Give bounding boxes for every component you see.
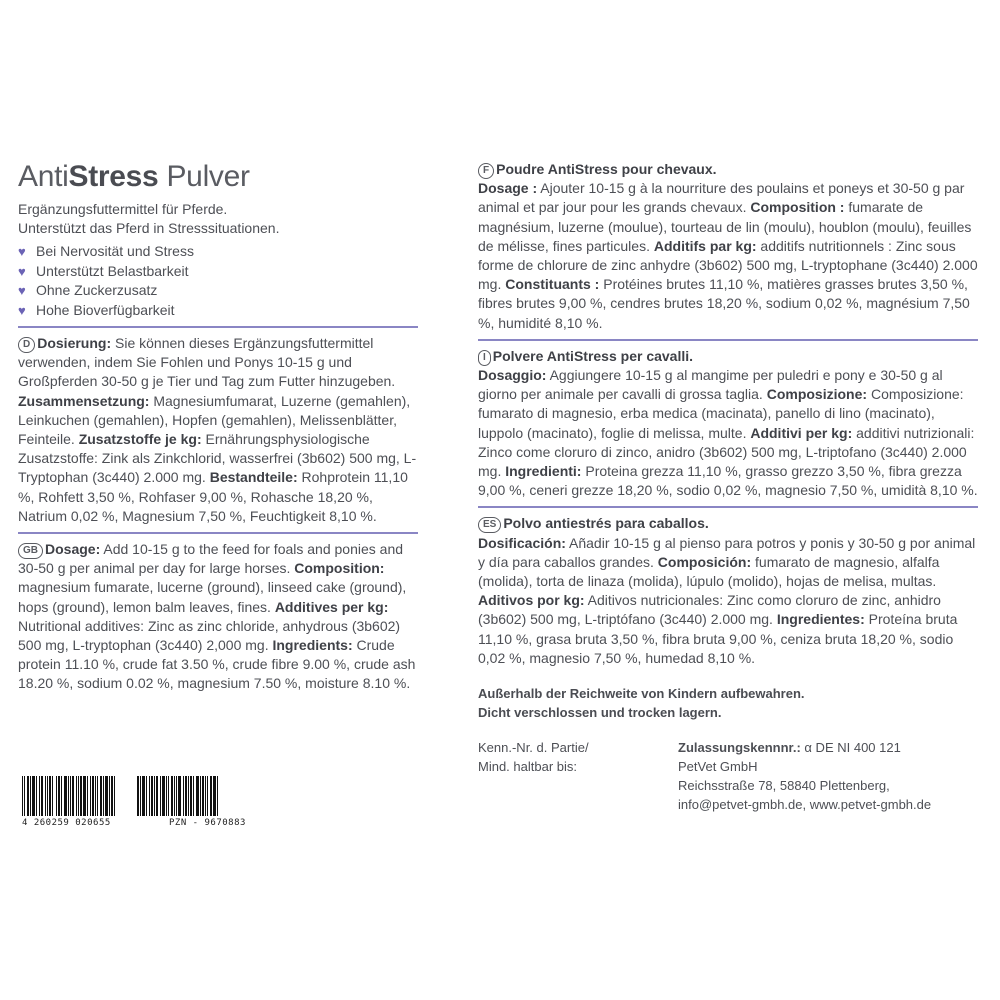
fr-label-2: Composition : xyxy=(750,199,845,216)
benefit-item xyxy=(18,262,418,282)
pzn-barcode-bars xyxy=(137,776,246,816)
benefit-item xyxy=(18,242,418,262)
it-text-3: additivi nutrizionali: Zinco come cloruro di zinco, anidro (3b602) 500 mg, L-triptofano (3c440) 2.000 mg. xyxy=(478,424,975,480)
subtitle-line-1: Ergänzungsfuttermittel für Pferde. xyxy=(18,201,228,217)
it-text-1: Aggiungere 10-15 g al mangime per puledri e pony e 30-50 g al giorno per animale per cavalli di grossa taglia. xyxy=(478,367,943,403)
it-label-4: Ingredienti: xyxy=(505,463,582,480)
batch-label: Kenn.-Nr. d. Partie/ xyxy=(478,740,589,756)
heart-icon: ♥ xyxy=(18,302,26,318)
warning-line-1: Außerhalb der Reichweite von Kindern aufbewahren. xyxy=(478,686,805,702)
company-info xyxy=(678,738,978,814)
es-heading: Polvo antiestrés para caballos. xyxy=(503,515,709,532)
barcode-bar xyxy=(114,776,115,816)
right-column xyxy=(478,160,978,814)
it-label-2: Composizione: xyxy=(766,386,868,403)
benefit-text: Unterstützt Belastbarkeit xyxy=(36,262,189,279)
es-label-4: Ingredientes: xyxy=(776,611,865,628)
fr-label-4: Constituants : xyxy=(505,276,600,293)
best-before-label: Mind. haltbar bis: xyxy=(478,759,577,775)
divider xyxy=(18,326,418,328)
language-badge-de: D xyxy=(18,337,35,353)
approval-number xyxy=(678,738,978,757)
es-text-2: fumarato de magnesio, alfalfa (molida), torta de linaza (molida), lúpulo (molido), hojas de melisa, multas. xyxy=(478,553,940,590)
it-heading: Polvere AntiStress per cavalli. xyxy=(492,347,694,364)
benefit-item xyxy=(18,281,418,301)
fr-text-4: Protéines brutes 11,10 %, matières grasses brutes 3,50 %, fibres brutes 9,00 %, cendres brutes 18,20 %, sodium 0,02 %, magnésium 7,50 %, humidité 8,10 %. xyxy=(478,276,970,331)
subtitle-line-2: Unterstützt das Pferd in Stresssituationen. xyxy=(18,220,280,236)
ean-barcode-bars xyxy=(22,776,115,816)
divider xyxy=(18,532,418,534)
barcode-area xyxy=(22,776,246,828)
approval-value: α DE NI 400 121 xyxy=(800,740,901,756)
pzn-barcode xyxy=(137,776,246,828)
de-text-1: Sie können dieses Ergänzungsfuttermittel verwenden, indem Sie Fohlen und Ponys 10-15 g und Großpferden 30-50 g je Tier und Tag zum Futter hinzugeben. xyxy=(18,335,396,390)
language-badge-fr: F xyxy=(478,163,494,179)
de-text-2: Magnesiumfumarat, Luzerne (gemahlen), Leinkuchen (gemahlen), Hopfen (gemahlen), Melissenblätter, Feinteile. xyxy=(18,392,411,448)
title-bold: Stress xyxy=(68,160,159,193)
es-label-3: Aditivos por kg: xyxy=(478,592,585,609)
company-contact: info@petvet-gmbh.de, www.petvet-gmbh.de xyxy=(678,797,932,813)
benefit-list xyxy=(18,242,418,320)
batch-info xyxy=(478,738,678,814)
approval-label: Zulassungskennnr.: xyxy=(678,740,801,756)
footer xyxy=(478,738,978,814)
gb-text-4: Crude protein 11.10 %, crude fat 3.50 %, crude fibre 9.00 %, crude ash 18.20 %, sodium 0.02 %, magnesium 7.50 %, moisture 8.10 %. xyxy=(18,637,416,692)
left-column xyxy=(18,160,418,694)
language-badge-it: I xyxy=(478,350,491,366)
es-text-3: Aditivos nutricionales: Zinc como cloruro de zinc, anhidro (3b602) 500 mg, L-triptófano (3c440) 2.000 mg. xyxy=(478,592,941,628)
de-label-3: Zusatzstoffe je kg: xyxy=(78,431,202,448)
language-badge-gb: GB xyxy=(18,543,43,559)
title-tail: Pulver xyxy=(158,160,250,193)
warning-line-2: Dicht verschlossen und trocken lagern. xyxy=(478,705,722,721)
de-label-2: Zusammensetzung: xyxy=(18,392,150,409)
heart-icon: ♥ xyxy=(18,283,26,298)
es-label-2: Composición: xyxy=(657,553,752,570)
it-label-3: Additivi per kg: xyxy=(750,424,853,441)
fr-text-1: Ajouter 10-15 g à la nourriture des poulains et poneys et 30-50 g par animal et par jour pour les grands chevaux. xyxy=(478,180,965,216)
divider xyxy=(478,506,978,508)
benefit-text: Ohne Zuckerzusatz xyxy=(36,282,158,298)
section-it xyxy=(478,347,978,501)
fr-label-3: Additifs par kg: xyxy=(653,237,757,254)
divider xyxy=(478,339,978,341)
section-fr xyxy=(478,160,978,333)
company-name: PetVet GmbH xyxy=(678,759,758,775)
gb-text-3: Nutritional additives: Zinc as zinc chloride, anhydrous (3b602) 500 mg, L-tryptophan (3c440) 2,000 mg. xyxy=(18,617,401,654)
heart-icon: ♥ xyxy=(18,244,26,259)
fr-text-2: fumarate de magnésium, luzerne (moulue), tourteau de lin (moulu), houblon (moulu), feuilles de mélisse, fines particules. xyxy=(478,199,972,254)
benefit-item xyxy=(18,301,418,321)
pzn-number: PZN - 9670883 xyxy=(169,818,246,828)
gb-label-1: Dosage: xyxy=(45,541,101,558)
es-label-1: Dosificación: xyxy=(478,534,566,551)
company-address: Reichsstraße 78, 58840 Plettenberg, xyxy=(678,778,890,794)
title-light: Anti xyxy=(18,160,69,193)
de-text-3: Ernährungsphysiologische Zusatzstoffe: Zink als Zinkchlorid, wasserfrei (3b602) 500 mg, L-Tryptophan (3c440) 2.000 mg. xyxy=(18,431,417,486)
de-label-4: Bestandteile: xyxy=(209,469,298,486)
gb-text-2: magnesium fumarate, lucerne (ground), linseed cake (ground), hops (ground), lemon balm leaves, fines. xyxy=(18,579,407,615)
gb-label-3: Additives per kg: xyxy=(274,598,389,615)
es-text-1: Añadir 10-15 g al pienso para potros y ponis y 30-50 g por animal y día para caballos grandes. xyxy=(478,534,976,570)
benefit-text: Hohe Bioverfügbarkeit xyxy=(36,301,175,318)
es-text-4: Proteína bruta 11,10 %, grasa bruta 3,50 %, fibra bruta 9,00 %, ceniza bruta 18,20 %, sodio 0,02 %, magnesio 7,50 %, humedad 8,10 %. xyxy=(478,611,958,666)
de-label-1: Dosierung: xyxy=(37,335,112,351)
ean-number: 4 260259 020655 xyxy=(22,818,111,828)
ean-barcode xyxy=(22,776,115,828)
benefit-text: Bei Nervosität und Stress xyxy=(36,243,194,259)
product-title xyxy=(18,160,418,194)
section-de xyxy=(18,334,418,526)
fr-label-1: Dosage : xyxy=(478,180,538,197)
barcode-bar xyxy=(217,776,218,816)
section-gb xyxy=(18,540,418,694)
gb-label-4: Ingredients: xyxy=(272,637,353,654)
gb-text-1: Add 10-15 g to the feed for foals and ponies and 30-50 g per animal per day for large horses. xyxy=(18,541,404,577)
heart-icon: ♥ xyxy=(18,263,26,279)
it-text-2: Composizione: fumarato di magnesio, erba medica (macinata), panello di lino (macinato), luppolo (macinato), foglie di melissa, multe. xyxy=(478,386,964,441)
language-badge-es: ES xyxy=(478,517,501,533)
fr-heading: Poudre AntiStress pour chevaux. xyxy=(496,161,717,177)
it-label-1: Dosaggio: xyxy=(478,367,547,384)
section-es xyxy=(478,514,978,668)
fr-text-3: additifs nutritionnels : Zinc sous forme de chlorure de zinc anhydre (3b602) 500 mg, L-tryptophane (3c440) 2.000 mg. xyxy=(478,237,978,293)
de-text-4: Rohprotein 11,10 %, Rohfett 3,50 %, Rohfaser 9,00 %, Rohasche 18,20 %, Natrium 0,02 %, Magnesium 7,50 %, Feuchtigkeit 8,10 %. xyxy=(18,469,408,524)
gb-label-2: Composition: xyxy=(294,560,385,577)
it-text-4: Proteina grezza 11,10 %, grasso grezzo 3,50 %, fibra grezza 9,00 %, ceneri grezze 18,20 %, sodio 0,02 %, magnesio 7,50 %, umidità 8,10 %. xyxy=(478,463,978,499)
